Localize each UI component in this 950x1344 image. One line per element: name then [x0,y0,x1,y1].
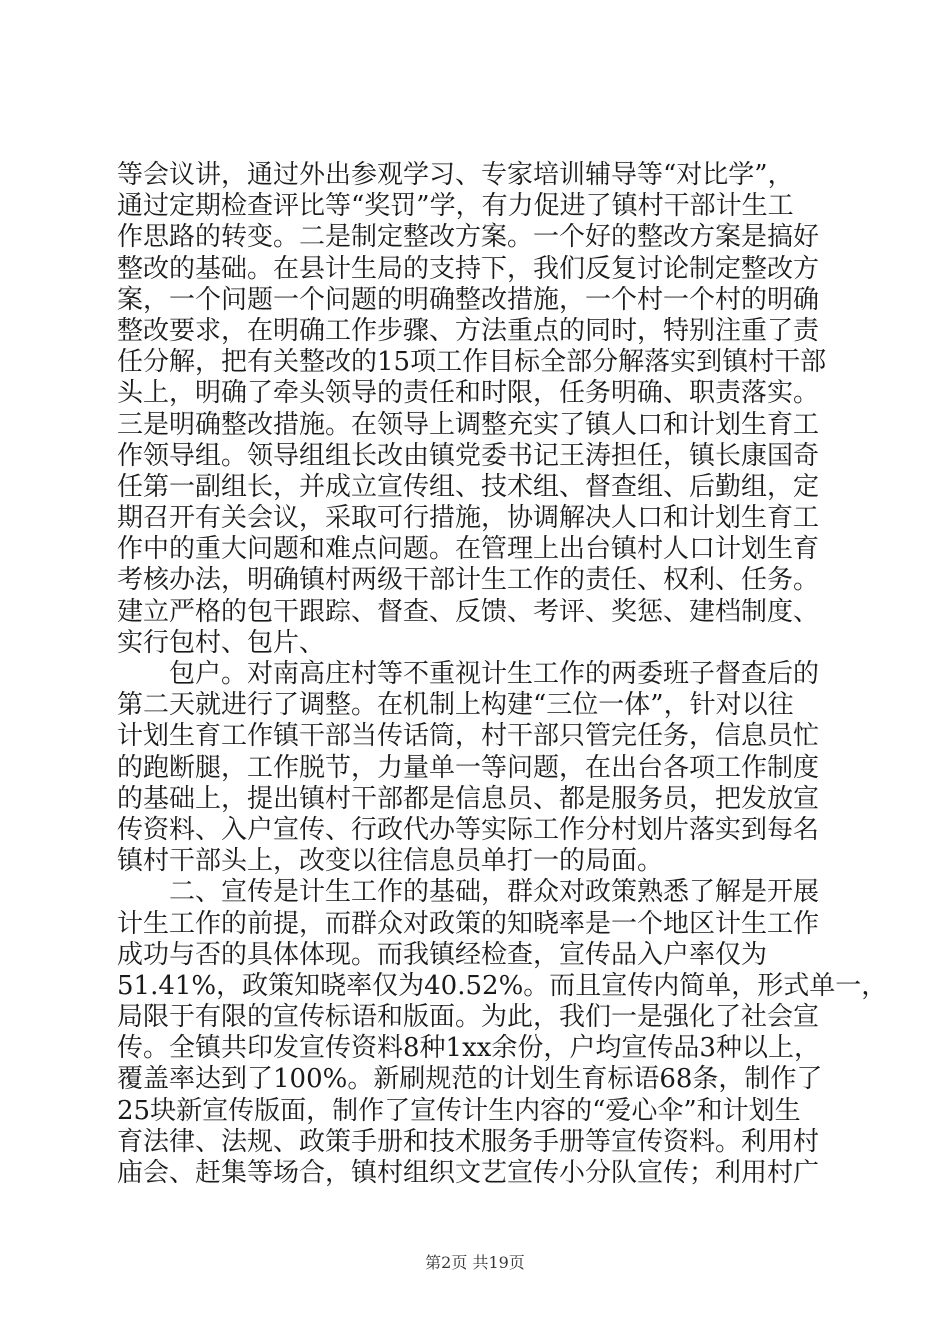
text-line: 通过定期检查评比等“奖罚”学，有力促进了镇村干部计生工 [117,191,794,222]
text-line: 25块新宣传版面，制作了宣传计生内容的“爱心伞”和计划生 [117,1095,801,1126]
text-line: 作领导组。领导组组长改由镇党委书记王涛担任，镇长康国奇 [117,440,820,471]
paragraph-first-line: 包户。对南高庄村等不重视计生工作的两委班子督查后的 [169,659,820,689]
text-line: 育法律、法规、政策手册和技术服务手册等宣传资料。利用村 [117,1126,820,1157]
text-line: 覆盖率达到了100%。新刷规范的计划生育标语68条，制作了 [117,1064,823,1095]
text-line: 第二天就进行了调整。在机制上构建“三位一体”，针对以往 [117,690,794,721]
page-number: 第2页 共19页 [425,1253,525,1272]
text-line: 的跑断腿，工作脱节，力量单一等问题，在出台各项工作制度 [117,752,820,783]
page-footer [0,1250,950,1273]
text-line: 任分解，把有关整改的15项工作目标全部分解落实到镇村干部 [117,347,827,378]
text-line: 任第一副组长，并成立宣传组、技术组、督查组、后勤组，定 [117,471,820,502]
paragraph-first-line: 二、宣传是计生工作的基础，群众对政策熟悉了解是开展 [169,877,820,908]
text-line: 庙会、赶集等场合，镇村组织文艺宣传小分队宣传；利用村广 [117,1158,820,1188]
text-line: 等会议讲，通过外出参观学习、专家培训辅导等“对比学”， [117,160,794,190]
text-line: 传资料、入户宣传、行政代办等实际工作分村划片落实到每名 [117,814,820,845]
text-line: 案，一个问题一个问题的明确整改措施，一个村一个村的明确 [117,284,820,315]
text-line: 传。全镇共印发宣传资料8种1xx余份，户均宣传品3种以上， [117,1033,820,1064]
text-line: 成功与否的具体体现。而我镇经检查，宣传品入户率仅为 [117,939,768,970]
text-line: 51.41%，政策知晓率仅为40.52%。而且宣传内简单，形式单一， [117,970,888,1001]
text-line: 整改的基础。在县计生局的支持下，我们反复讨论制定整改方 [117,253,820,284]
text-line: 计生工作的前提，而群众对政策的知晓率是一个地区计生工作 [117,908,820,939]
text-line: 三是明确整改措施。在领导上调整充实了镇人口和计划生育工 [117,409,820,440]
text-line: 整改要求，在明确工作步骤、方法重点的同时，特别注重了责 [117,315,820,346]
text-line: 计划生育工作镇干部当传话筒，村干部只管完任务，信息员忙 [117,721,820,752]
text-line: 的基础上，提出镇村干部都是信息员、都是服务员，把发放宣 [117,783,820,814]
text-line: 局限于有限的宣传标语和版面。为此，我们一是强化了社会宣 [117,1002,820,1033]
text-line: 镇村干部头上，改变以往信息员单打一的局面。 [117,846,664,877]
body-text [117,160,888,1189]
text-line: 考核办法，明确镇村两级干部计生工作的责任、权利、任务。 [117,565,820,596]
text-line: 头上，明确了牵头领导的责任和时限，任务明确、职责落实。 [117,378,820,409]
text-line: 作思路的转变。二是制定整改方案。一个好的整改方案是搞好 [117,222,820,253]
text-line: 建立严格的包干跟踪、督查、反馈、考评、奖惩、建档制度、 [117,596,820,627]
text-line: 作中的重大问题和难点问题。在管理上出台镇村人口计划生育 [117,534,820,565]
text-line: 实行包村、包片、 [117,627,326,658]
text-line: 期召开有关会议，采取可行措施，协调解决人口和计划生育工 [117,503,820,534]
